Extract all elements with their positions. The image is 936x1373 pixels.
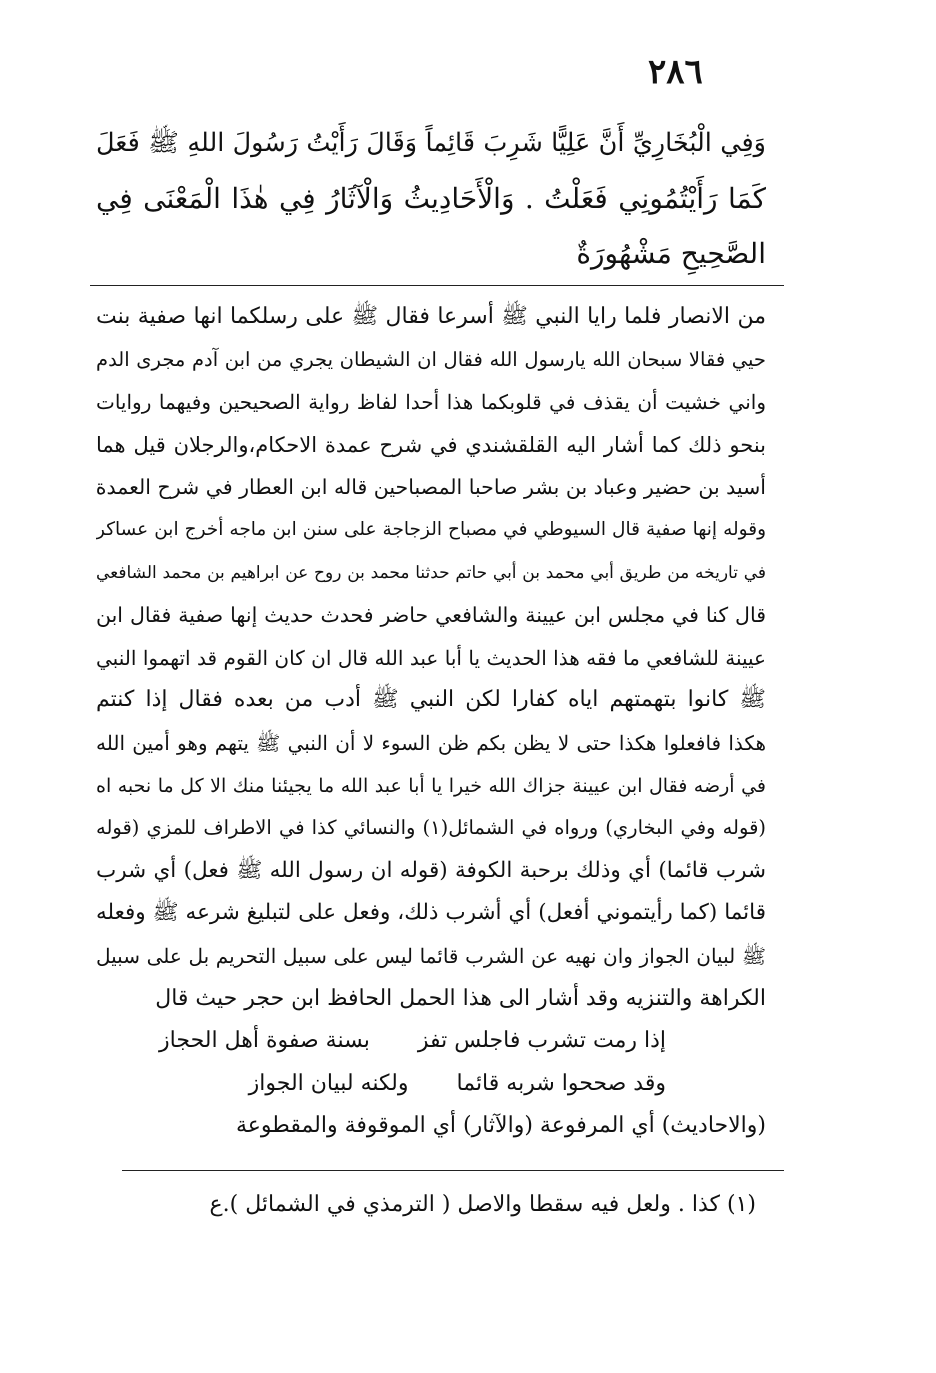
- commentary-line: ﷺ كانوا بتهمتهم اياه كفارا لكن النبي ﷺ أدب من بعده فقال إذا كنتم: [96, 687, 766, 713]
- poem-hemistich: ولكنه لبيان الجواز: [248, 1070, 409, 1096]
- hadith-line: الصَّحِيحِ مَشْهُورَةٌ: [576, 237, 766, 270]
- commentary-line: وقوله إنها صفية قال السيوطي في مصباح الزجاجة على سنن ابن ماجه أخرج ابن عساكر: [96, 518, 766, 540]
- hadith-line: كَمَا رَأَيْتُمُونِي فَعَلْتُ . وَالْأَحَادِيثُ وَالْآثَارُ فِي هٰذَا الْمَعْنَى فِي: [96, 182, 766, 215]
- commentary-line: هكذا فافعلوا هكذا حتى لا يظن بكم ظن السوء لا أن النبي ﷺ يتهم وهو أمين الله: [96, 730, 766, 755]
- commentary-line: (والاحاديث) أي المرفوعة (والآثار) أي الموقوفة والمقطوعة: [236, 1113, 766, 1139]
- commentary-line: واني خشيت أن يقذف في قلوبكما هذا أحدا لفاظ رواية الصحيحين وفيهما روايات: [96, 390, 766, 415]
- commentary-text: [96, 296, 766, 1148]
- commentary-line: من الانصار فلما رايا النبي ﷺ أسرعا فقال ﷺ على رسلكما انها صفية بنت: [96, 304, 766, 329]
- commentary-line: أسيد بن حضير وعباد بن بشر صاحبا المصباحين قاله ابن العطار في شرح العمدة: [96, 475, 766, 500]
- commentary-line: في تاريخه من طريق أبي محمد بن أبي حاتم حدثنا محمد بن روح عن ابراهيم بن محمد الشافعي: [96, 562, 766, 583]
- commentary-line: حيي فقالا سبحان الله يارسول الله فقال ان الشيطان يجري من ابن آدم مجرى الدم: [96, 347, 766, 371]
- commentary-line: بنحو ذلك كما أشار اليه القلقشندي في شرح عمدة الاحكام،والرجلان قيل هما: [96, 432, 766, 457]
- page-number: ٢٨٦: [648, 52, 703, 92]
- poem-hemistich: بسنة صفوة أهل الحجاز: [159, 1028, 370, 1054]
- hadith-text: [96, 116, 766, 281]
- commentary-line: عيينة للشافعي ما فقه هذا الحديث يا أبا عبد الله قال ان كان القوم قد اتهموا النبي: [96, 645, 766, 670]
- commentary-line: (قوله وفي البخاري) ورواه في الشمائل(١) والنسائي كذا في الاطراف للمزي (قوله: [96, 816, 766, 840]
- poem-verse: [96, 1020, 766, 1063]
- commentary-line: ﷺ لبيان الجواز وان نهيه عن الشرب قائما ليس على سبيل التحريم بل على سبيل: [96, 943, 766, 968]
- commentary-line: شرب قائما) أي وذلك برحبة الكوفة (قوله ان رسول الله ﷺ فعل) أي شرب: [96, 857, 766, 883]
- poem-verse: [96, 1063, 766, 1106]
- commentary-line: الكراهة والتنزيه وقد أشار الى هذا الحمل الحافظ ابن حجر حيث قال: [155, 985, 766, 1011]
- commentary-line: قال كنا في مجلس ابن عيينة والشافعي حاضر فحدث حديث إنها صفية فقال ابن: [96, 603, 766, 628]
- commentary-line: في أرضه فقال ابن عيينة جزاك الله خيرا يا أبا عبد الله ما يجيئنا منك الا كل ما نحبه اه: [96, 774, 766, 797]
- poem-hemistich: وقد صححوا شربه قائما: [456, 1070, 666, 1096]
- poem-hemistich: إذا رمت تشرب فاجلس تفز: [417, 1028, 666, 1054]
- footnote-separator: [122, 1170, 784, 1171]
- hadith-line: وَفِي الْبُخَارِيِّ أَنَّ عَلِيًّا شَرِبَ قَائِماً وَقَالَ رَأَيْتُ رَسُولَ اللهِ ﷺ فَعَلَ: [96, 128, 766, 158]
- footnote: (١) كذا . ولعل فيه سقطا والاصل ( الترمذي في الشمائل ).ع: [209, 1192, 756, 1217]
- separator-rule: [90, 285, 784, 286]
- commentary-line: قائما (كما رأيتموني أفعل) أي أشرب ذلك، وفعل على لتبليغ شرعه ﷺ وفعله: [96, 900, 766, 926]
